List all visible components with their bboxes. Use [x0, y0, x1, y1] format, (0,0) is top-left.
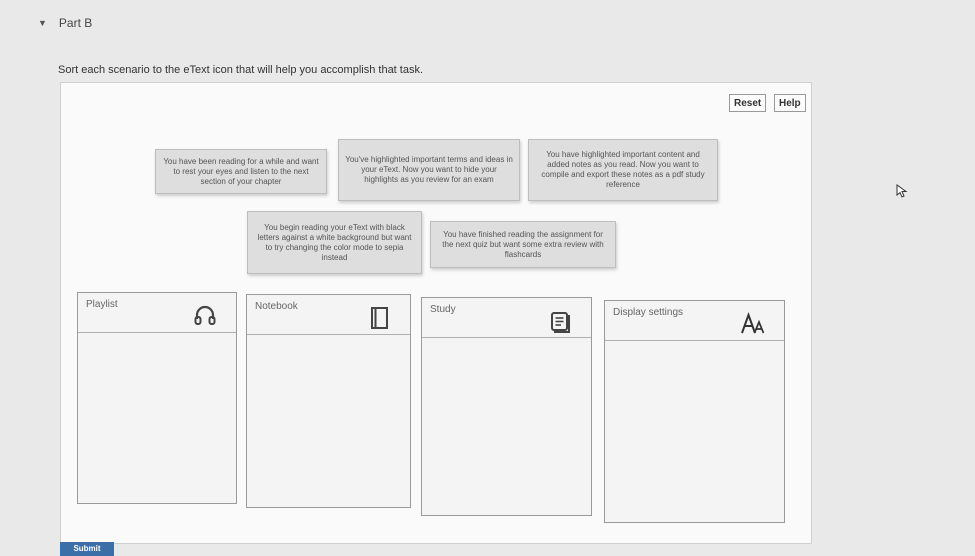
- instruction-text: Sort each scenario to the eText icon that will help you accomplish that task.: [58, 64, 424, 76]
- drop-zone-header: [78, 293, 236, 333]
- drop-zone-header: [422, 298, 591, 338]
- submit-button[interactable]: Submit: [60, 542, 114, 556]
- drop-zone-study[interactable]: [421, 297, 592, 516]
- scenario-card-5[interactable]: [430, 221, 616, 268]
- drop-zone-notebook[interactable]: [246, 294, 411, 508]
- scenario-card-3[interactable]: [528, 139, 718, 201]
- drop-zone-display-settings[interactable]: [604, 300, 785, 523]
- part-title: Part B: [58, 16, 93, 30]
- font-size-icon: [740, 311, 766, 337]
- scenario-card-text: You have highlighted important content and added notes as you read. Now you want to compile and export these notes as a pdf study reference: [541, 150, 705, 189]
- headphones-icon: [192, 303, 218, 329]
- scenario-card-text: You have been reading for a while and want to rest your eyes and listen to the next section of your chapter: [163, 156, 319, 186]
- drop-zone-header: [247, 295, 410, 335]
- drop-zone-label: Study: [430, 304, 456, 315]
- scenario-card-1[interactable]: [155, 149, 327, 194]
- reset-button[interactable]: Reset: [729, 94, 766, 112]
- flashcards-icon: [547, 308, 573, 334]
- drop-zone-label: Display settings: [613, 307, 684, 318]
- scenario-card-2[interactable]: [338, 139, 520, 201]
- mouse-cursor-icon: [896, 184, 908, 198]
- scenario-card-4[interactable]: [247, 211, 422, 274]
- scenario-card-text: You've highlighted important terms and ideas in your eText. Now you want to hide your highlights as you review for an exam: [345, 155, 513, 184]
- part-header[interactable]: [38, 16, 92, 30]
- drop-zone-label: Playlist: [86, 299, 118, 310]
- notebook-icon: [366, 305, 392, 331]
- scenario-card-text: You have finished reading the assignment for the next quiz but want some extra review with flashcards: [442, 229, 604, 259]
- drop-zone-label: Notebook: [255, 301, 298, 312]
- drop-zone-playlist[interactable]: [77, 292, 237, 504]
- scenario-card-text: You begin reading your eText with black letters against a white background but want to try changing the color mode to sepia instead: [257, 222, 412, 262]
- drop-zone-header: [605, 301, 784, 341]
- caret-down-icon[interactable]: ▼: [38, 18, 47, 28]
- help-button[interactable]: Help: [774, 94, 806, 112]
